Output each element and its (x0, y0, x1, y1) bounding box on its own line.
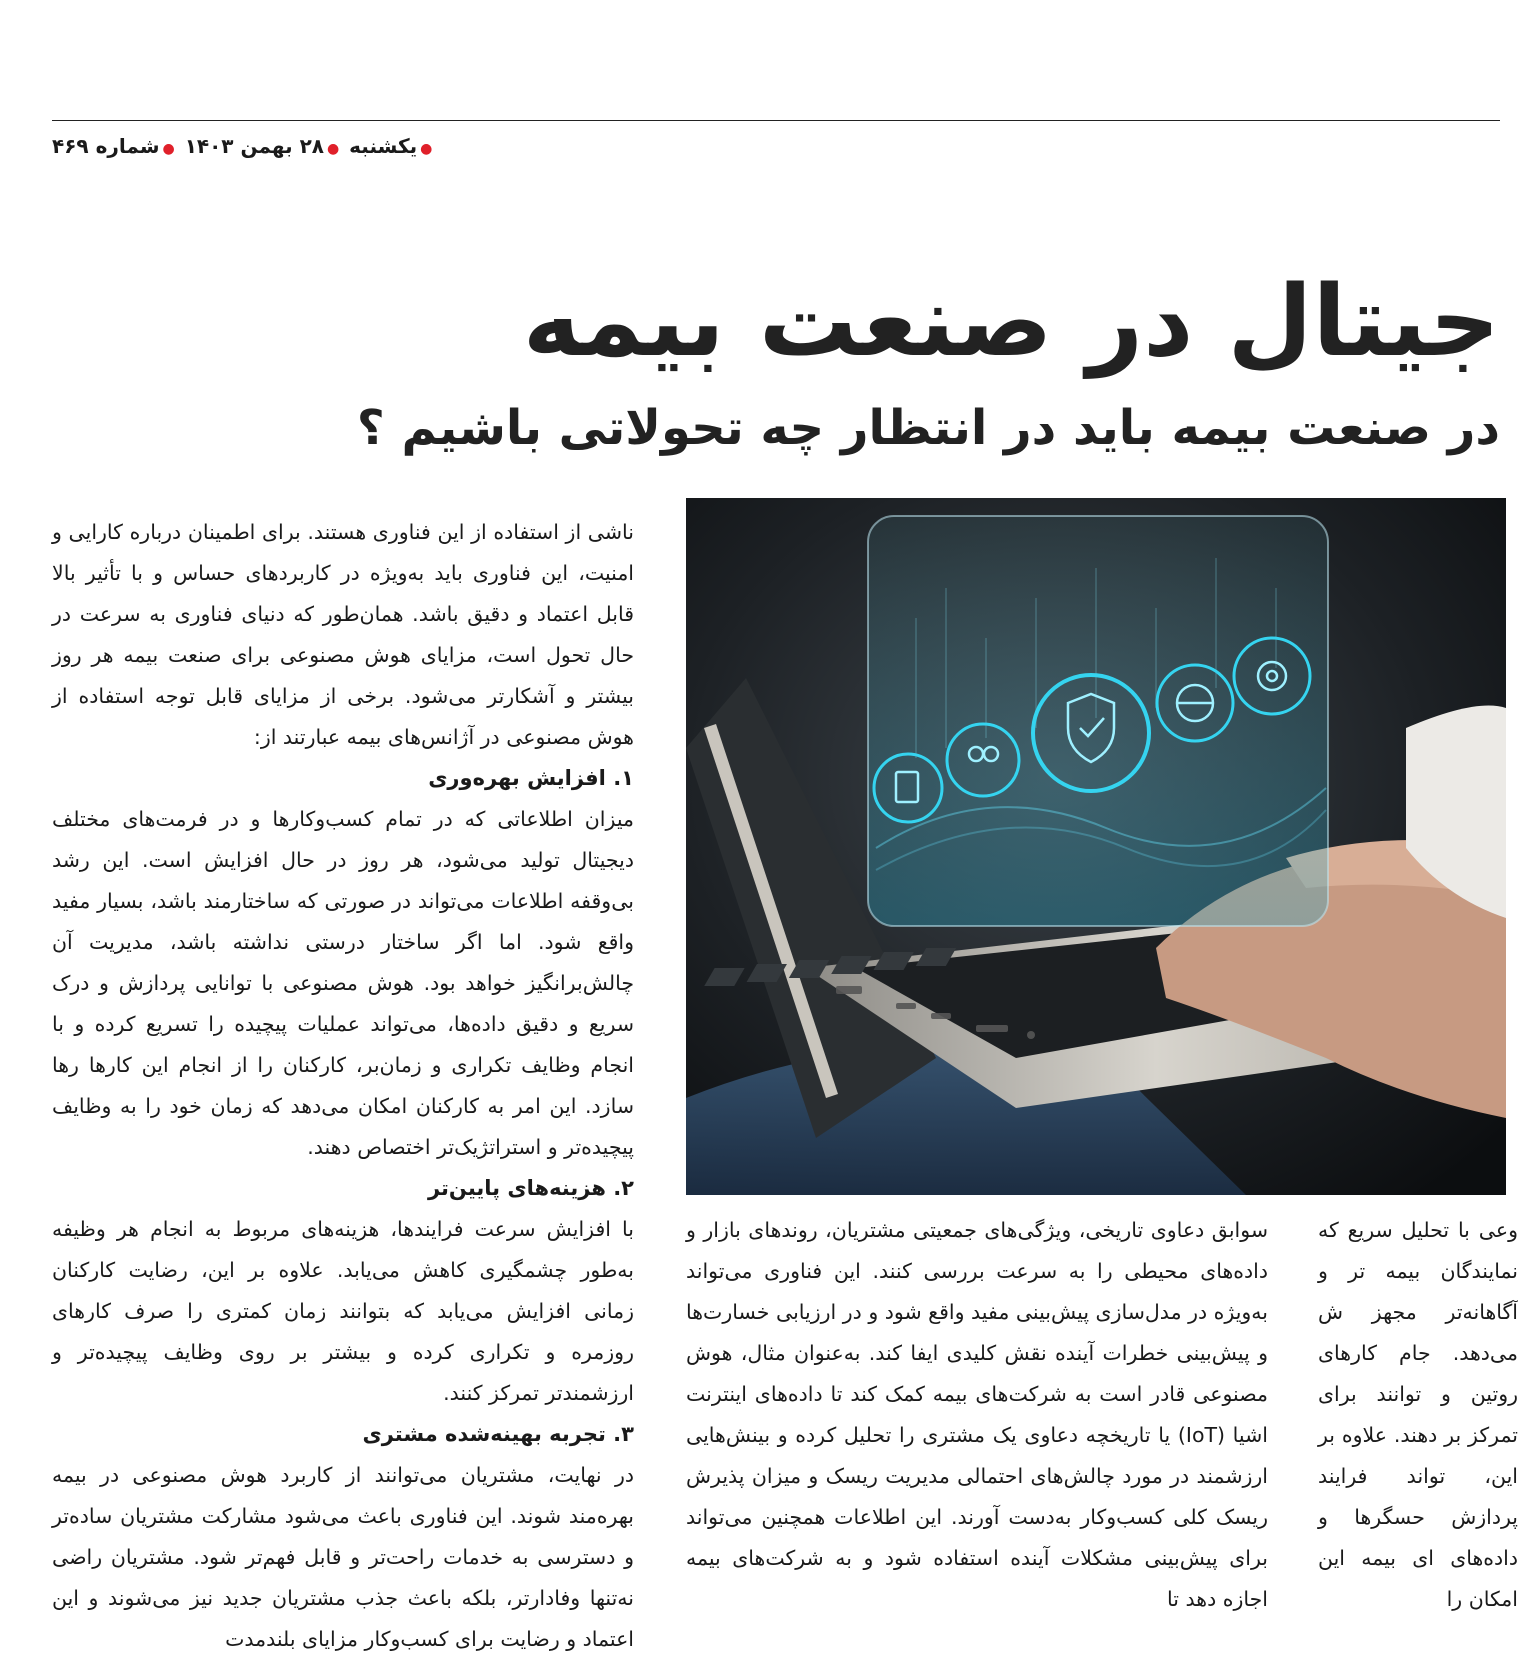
bullet-icon: ● (162, 141, 175, 157)
costs-paragraph: با افزایش سرعت فرایندها، هزینه‌های مربوط به انجام هر وظیفه به‌طور چشمگیری کاهش می‌یابد. علاوه بر این، رضایت کارکنان زمانی افزایش می‌یابد که بتوانند زمان کمتری را صرف کارهای روزمره و تکراری کرده و بیشتر بر روی وظایف پیچیده‌تر و ارزشمندتر تمرکز کنند. (52, 1217, 634, 1405)
dateline (52, 134, 435, 158)
article-column-3-cropped (1318, 1210, 1518, 1611)
article-photo (686, 498, 1506, 1195)
column-2-paragraph: سوابق دعاوی تاریخی، ویژگی‌های جمعیتی مشتریان، روندهای بازار و داده‌های محیطی را به سرعت بررسی کنند. این فناوری می‌تواند به‌ویژه در مدل‌سازی پیش‌بینی مفید واقع شود و در ارزیابی خسارت‌ها و پیش‌بینی خطرات آینده نقش کلیدی ایفا کند. به‌عنوان مثال، هوش مصنوعی قادر است به شرکت‌های بیمه کمک کند تا داده‌های اینترنت اشیا (IoT) یا تاریخچه دعاوی یک مشتری را تحلیل کرده و بینش‌هایی ارزشمند در مورد چالش‌های احتمالی مدیریت ریسک و میزان پذیرش ریسک کلی کسب‌وکار به‌دست آورند. این اطلاعات همچنین می‌تواند برای پیش‌بینی مشکلات آینده استفاده شود و به شرکت‌های بیمه اجازه دهد تا (686, 1218, 1268, 1611)
section-heading-costs: ۲. هزینه‌های پایین‌تر (427, 1176, 634, 1200)
section-heading-productivity: ۱. افزایش بهره‌وری (428, 766, 634, 790)
subheadline: در صنعت بیمه باید در انتظار چه تحولاتی باشیم ؟ (356, 400, 1500, 456)
article-column-1 (52, 512, 634, 1651)
bullet-icon: ● (326, 141, 340, 157)
column-3-paragraph: وعی با تحلیل سریع که نمایندگان بیمه تر و آگاهانه‌تر مجهز ش می‌دهد. جام کارهای روتین و توانند برای تمرکز بر دهند. علاوه بر این، تواند فرایند پردازش حسگرها و داده‌های ای بیمه این امکان را (1318, 1218, 1518, 1611)
article-column-2 (686, 1210, 1268, 1611)
section-heading-customer: ۳. تجربه بهینه‌شده مشتری (362, 1422, 634, 1446)
header-rule (52, 120, 1500, 121)
customer-paragraph: در نهایت، مشتریان می‌توانند از کاربرد هوش مصنوعی در بیمه بهره‌مند شوند. این فناوری باعث می‌شود مشارکت مشتریان ساده‌تر و دسترسی به خدمات راحت‌تر و قابل فهم‌تر شود. مشتریان راضی نه‌تنها وفادارتر، بلکه باعث جذب مشتریان جدید نیز می‌شوند و این اعتماد و رضایت برای کسب‌وکار مزایای بلندمدت (52, 1463, 634, 1651)
headline: جیتال در صنعت بیمه (522, 265, 1500, 379)
productivity-paragraph: میزان اطلاعاتی که در تمام کسب‌وکارها و در فرمت‌های مختلف دیجیتال تولید می‌شود، هر روز در حال افزایش است. این رشد بی‌وقفه اطلاعات می‌تواند در صورتی که ساختارمند باشد، بسیار مفید واقع شود. اما اگر ساختار درستی نداشته باشد، مدیریت آن چالش‌برانگیز خواهد بود. هوش مصنوعی با توانایی پردازش و درک سریع و دقیق داده‌ها، می‌تواند عملیات پیچیده را تسریع کرده و با انجام وظایف تکراری و زمان‌بر، کارکنان را از انجام این کارها رها سازد. این امر به کارکنان امکان می‌دهد که زمان خود را به وظایف پیچیده‌تر و استراتژیک‌تر اختصاص دهند. (52, 807, 634, 1159)
date: ۲۸ بهمن ۱۴۰۳ (184, 134, 324, 158)
day: یکشنبه (349, 134, 418, 158)
issue-number: شماره ۴۶۹ (52, 134, 160, 158)
bullet-icon: ● (420, 141, 433, 157)
intro-paragraph: ناشی از استفاده از این فناوری هستند. برای اطمینان درباره کارایی و امنیت، این فناوری باید به‌ویژه در کاربردهای حساس و با تأثیر بالا قابل اعتماد و دقیق باشد. همان‌طور که دنیای فناوری به سرعت در حال تحول است، مزایای هوش مصنوعی برای صنعت بیمه هر روز بیشتر و آشکارتر می‌شود. برخی از مزایای قابل توجه استفاده از هوش مصنوعی در آژانس‌های بیمه عبارتند از: (52, 520, 634, 749)
laptop-hologram-illustration (686, 498, 1506, 1195)
